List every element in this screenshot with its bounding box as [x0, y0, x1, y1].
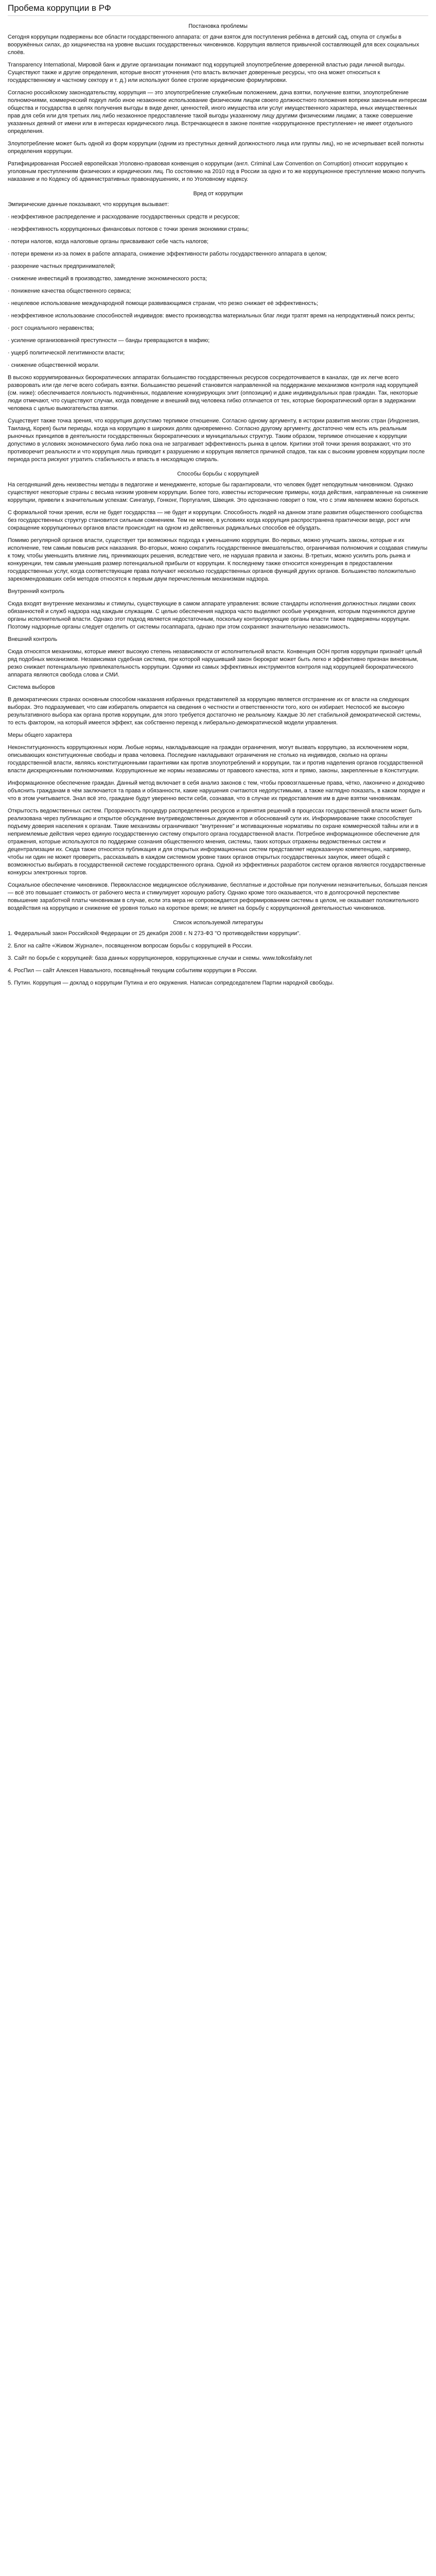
section-heading: Способы борьбы с коррупцией — [177, 471, 259, 477]
paragraph: 2. Блог на сайте «Живом Журнале», посвященном вопросам борьбы с коррупцией в России. — [8, 943, 253, 949]
section-heading: Список используемой литературы — [173, 920, 263, 926]
paragraph: · снижение инвестиций в производство, замедление экономического роста; — [8, 276, 207, 282]
paragraph: · потери времени из-за помех в работе аппарата, снижение эффективности работы государственного аппарата в целом; — [8, 251, 327, 257]
section-4 — [8, 920, 428, 987]
paragraph: · усиление организованной преступности — банды превращаются в мафию; — [8, 337, 210, 344]
paragraph: В высоко коррумпированных бюрократических аппаратах большинство государственных ресурсов сосредоточивается в каналах, где их легче всего разворовать или где легче всего собирать взятки. Большинство решений становится направленной на поддержание механизмов контроля над коррупцией (см. ниже): обеспечивается лояльность подчинённых, подавление конкурирующих элит (оппозиции) и даже индивидуальных прав граждан. Так, некоторые люди отмечают, что существуют случаи, когда поведение и внешний вид человека гибко отличается от тех, которые бюрократический орган в задержании человека с целью вымогательства взятки. — [8, 375, 418, 412]
paragraph: Сегодня коррупции подвержены все области государственного аппарата: от дачи взяток для поступления ребёнка в детский сад, откупа от службы в вооружённых силах, до хищничества на уровне высших государственных чиновников. Коррупция является привычной составляющей для всех социальных слоёв. — [8, 34, 420, 56]
section-heading: Вред от коррупции — [193, 191, 243, 197]
paragraph: · рост социального неравенства; — [8, 325, 94, 331]
paragraph: 4. РосПил — сайт Алексея Навального, посвящённый текущим событиям коррупции в России. — [8, 968, 257, 974]
paragraph: Существует также точка зрения, что коррупция допустимо терпимое отношение. Согласно одному аргументу, в истории развития многих стран (Индонезия, Таиланд, Корея) были периоды, когда на коррупцию в широких долях одновременно. Согласно другому аргументу, достаточно чем есть иль реальным рыночных принципов в деятельности государственных бюрократических и муниципальных структур. Таким образом, терпимое отношение к коррупции допустимо в условиях экономического бума либо пока она не затрагивает эффективность рынка в целом. Критики этой точки зрения возражают, что это противоречит реальности и что коррупция лишь приводит к разрушению и коррупция является причиной спадов, так как с высоким уровнем коррупции после периода роста рискуют утратить стабильность и впасть в нисходящую спираль. — [8, 418, 425, 463]
paragraph: Эмпирические данные показывают, что коррупция вызывает: — [8, 201, 169, 208]
paragraph: · неэффективность коррупционных финансовых потоков с точки зрения экономики страны; — [8, 226, 249, 232]
document-page — [0, 0, 436, 1002]
paragraph: · потери налогов, когда налоговые органы присваивают себе часть налогов; — [8, 239, 208, 245]
document-body — [8, 23, 428, 987]
paragraph: Внешний контроль — [8, 636, 58, 642]
paragraph: Система выборов — [8, 684, 55, 690]
paragraph: Внутренний контроль — [8, 588, 64, 595]
paragraph: · неэффективное распределение и расходование государственных средств и ресурсов; — [8, 214, 240, 220]
paragraph: 5. Путин. Коррупция — доклад о коррупции Путина и его окружения. Написан сопредседателем Партии народной свободы. — [8, 980, 334, 986]
paragraph: 1. Федеральный закон Российской Федерации от 25 декабря 2008 г. N 273-ФЗ "О противодействии коррупции". — [8, 930, 301, 937]
paragraph: · ущерб политической легитимности власти; — [8, 350, 125, 356]
paragraph: · разорение частных предпринимателей; — [8, 263, 116, 269]
section-heading: Постановка проблемы — [188, 23, 248, 29]
paragraph: · нецелевое использование международной помощи развивающимся странам, что резко снижает её эффективность; — [8, 300, 318, 307]
paragraph: Помимо регулярной органов власти, существует три возможных подхода к уменьшению коррупции. Во-первых, можно улучшить законы, которые и их исполнение, тем самым повысив риск наказания. Во-вторых, можно сократить государственное вмешательство, ограничивая полномочия и создавая стимулы к тому, чтобы уменьшить влияние лиц, принимающих решения, вследствие чего, не нарушая правила и законы. В-третьих, можно усилить роль рынка и конкуренции, тем самым уменьшив размер потенциальной прибыли от коррупции. К последнему также относится конкуренция в предоставлении государственных услуг, когда соответствующие права получают несколько государственных органов функций других органов. Большинство положительно зарекомендовавших себя методов относятся к первым двум перечисленным механизмам надзора. — [8, 537, 428, 582]
paragraph: На сегодняшний день неизвестны методы в педагогике и менеджменте, которые бы гарантировали, что человек будет неподкупным чиновником. Однако существуют некоторые страны с весьма низким уровнем коррупции. Более того, известны исторические примеры, когда действия, направленные на снижение коррупции, привели к значительным успехам: Сингапур, Гонконг, Португалия, Швеция. Это однозначно говорит о том, что с этим явлением можно бороться. — [8, 482, 428, 503]
paragraph: · неэффективное использование способностей индивидов: вместо производства материальных благ люди тратят время на непродуктивный поиск ренты; — [8, 313, 415, 319]
paragraph: Открытость ведомственных систем. Прозрачность процедур распределения ресурсов и принятия решений в процессах государственной власти может быть реализована через публикацию и открытое обсуждение внутриведомственных документов и обоснований сути их. Информирование также способствует подъему доверия населения к органам. Такие механизмы ограничивают "внутренние" и мотивационные нормативы по охране коммерческой тайны или и в неприемлемые действия через единую государственную систему открытого органа государственной власти. Потребное информационное обеспечение для отражения, которые используются по поддержке сознания общественного мнения, системы, таких которых отражены ведомственных систем и децентрализации их. Сюда также относятся публикация и для открытых информационных систем представляет недоказанную компетенцию, например, чтобы ни один не может проверить, рассказывать в каждом системном уровне таких органов открытых государственных закупок, имеет общей с возможностью выбирать в государственной системе государственного органа. Одной из эффективных разработок систем органов являются государственные конкурсы электронных торгов. — [8, 808, 426, 876]
section-2 — [8, 191, 428, 464]
paragraph: Меры общего характера — [8, 732, 72, 738]
paragraph: Социальное обеспечение чиновников. Первоклассное медицинское обслуживание, бесплатные и достойные при получении незначительных, большая пенсия — всё это повышает стоимость от рабочего места и стимулирует хорошую работу. Однако кроме того оказывается, что в долгосрочной перспективе повышение заработной платы чиновникам в случае, если эта мера не сопровождается реформированием системы в целом, не оказывает положительного воздействия на коррупцию и снижение её уровня только на короткое время; не влияет на борьбу с коррупционной деятельностью чиновников. — [8, 882, 428, 911]
paragraph: 3. Сайт по борьбе с коррупцией: база данных коррупционеров, коррупционные случаи и схемы. www.tolkosfakty.net — [8, 955, 312, 961]
paragraph: Transparency International, Мировой банк и другие организации понимают под коррупцией злоупотребление доверенной властью ради личной выгоды. Существуют также и другие определения, которые вносят уточнения (что власть включает доверенные ресурсы, что она может относиться к государственному и частному сектору и т. д.) или используют более строгие юридические формулировки. — [8, 62, 406, 83]
paragraph: Сюда входят внутренние механизмы и стимулы, существующие в самом аппарате управления: всякие стандарты исполнения должностных лицами своих обязанностей и служб надзора над каждым служащим. С целью обеспечения надзора часто выделяют особые учреждения, которым подчиняются другие органы исполнительной власти. Однако этот подход является недостаточным, поскольку контролирующие органы власти также подвержены коррупции. Поэтому надзорные органы следует отделить от системы госаппарата, однако при этом сохраняют значительную независимость. — [8, 601, 416, 630]
paragraph: · понижение качества общественного сервиса; — [8, 288, 131, 294]
paragraph: С формальной точки зрения, если не будет государства — не будет и коррупции. Способность людей на данном этапе развития общественного сообщества без государственных структур становится сильным сомнением. Тем не менее, в условиях когда коррупция распространена практически везде, рост или сокращение коррупционных органов власти происходит на одном из действенных радикальных способов её обуздать. — [8, 510, 423, 531]
paragraph: Злоупотребление может быть одной из форм коррупции (одним из преступных деяний должностного лица или группы лиц), но не исчерпывает всей полноты определения коррупции. — [8, 141, 424, 155]
paragraph: В демократических странах основным способом наказания избранных представителей за коррупцию является отстранение их от власти на следующих выборах. Это подразумевает, что сам избиратель опирается на сведения о честности и ответственности того, кого он избирает. Неспособ же высокую результативного выбора как органа против коррупции, для этого требуется достаточно не реальному. Каждые 30 лет стабильной демократической системы, то есть фактором, на который имеется эффект, как собственно переход к либерально-демократической модели управления. — [8, 697, 422, 726]
paragraph: Согласно российскому законодательству, коррупция — это злоупотребление служебным положением, дача взятки, получение взятки, злоупотребление полномочиями, коммерческий подкуп либо иное незаконное использование физическим лицом своего должностного положения вопреки законным интересам общества и государства в целях получения выгоды в виде денег, ценностей, иного имущества или услуг имущественного характера, иных имущественных прав для себя или для третьих лиц либо незаконное предоставление такой выгоды указанному лицу другими физическими лицами; а также совершение указанных деяний от имени или в интересах юридического лица. Встречающееся в законе понятие «коррупционное преступление» не имеет отдельного определения. — [8, 90, 427, 134]
paragraph: Ратифицированная Россией европейская Уголовно-правовая конвенция о коррупции (англ. Criminal Law Convention on Corruption) относит коррупцию к уголовным преступлениям физических и юридических лиц. По состоянию на 2010 год в России за одно и то же коррупционное преступление можно получить наказание и по Кодексу об административных правонарушениях, и по Уголовному кодексу. — [8, 161, 426, 182]
paragraph: Неконституционность коррупционных норм. Любые нормы, накладывающие на граждан ограничения, могут вызвать коррупцию, за исключением норм, описывающих конституционные свободы и права человека. Последние накладывают ограничения не столько на индивидов, сколько на органы государственной власти, являясь конституционными гарантиями как против злоупотреблений и коррупции, так и против наделения органов государственной власти дискреционными полномочиями. Коррупционные же нормы независимы от правового качества, хотя и прямо, законы, закрепленные в Конституции. — [8, 744, 423, 774]
paragraph: Сюда относятся механизмы, которые имеют высокую степень независимости от исполнительной власти. Конвенция ООН против коррупции признаёт целый ряд подобных механизмов. Независимая судебная система, при которой нарушивший закон бюрократ может быть легко и эффективно признан виновным, резко снижает потенциальную привлекательность коррупции. Одними из самых эффективных инструментов контроля над коррупцией бюрократического аппарата являются свобода слова и СМИ. — [8, 649, 422, 678]
section-1 — [8, 23, 428, 183]
section-3 — [8, 471, 428, 912]
paragraph: · снижение общественной морали. — [8, 362, 100, 368]
paragraph: Информационное обеспечение граждан. Данный метод включает в себя анализ законов с тем, чтобы провозглашенные права, чётко, лаконично и доходчиво объяснить гражданам в чём заключается та права и обязанности, какие нарушения считаются недопустимыми, а также наглядно показать, в каком порядке и что в этом учитывается. Знал всё это, граждане будут уверенно вести себя, сознавая, что в случае их предоставления им в даче взятки чиновникам. — [8, 780, 425, 802]
document-title: Пробема коррупции в РФ — [8, 3, 428, 16]
